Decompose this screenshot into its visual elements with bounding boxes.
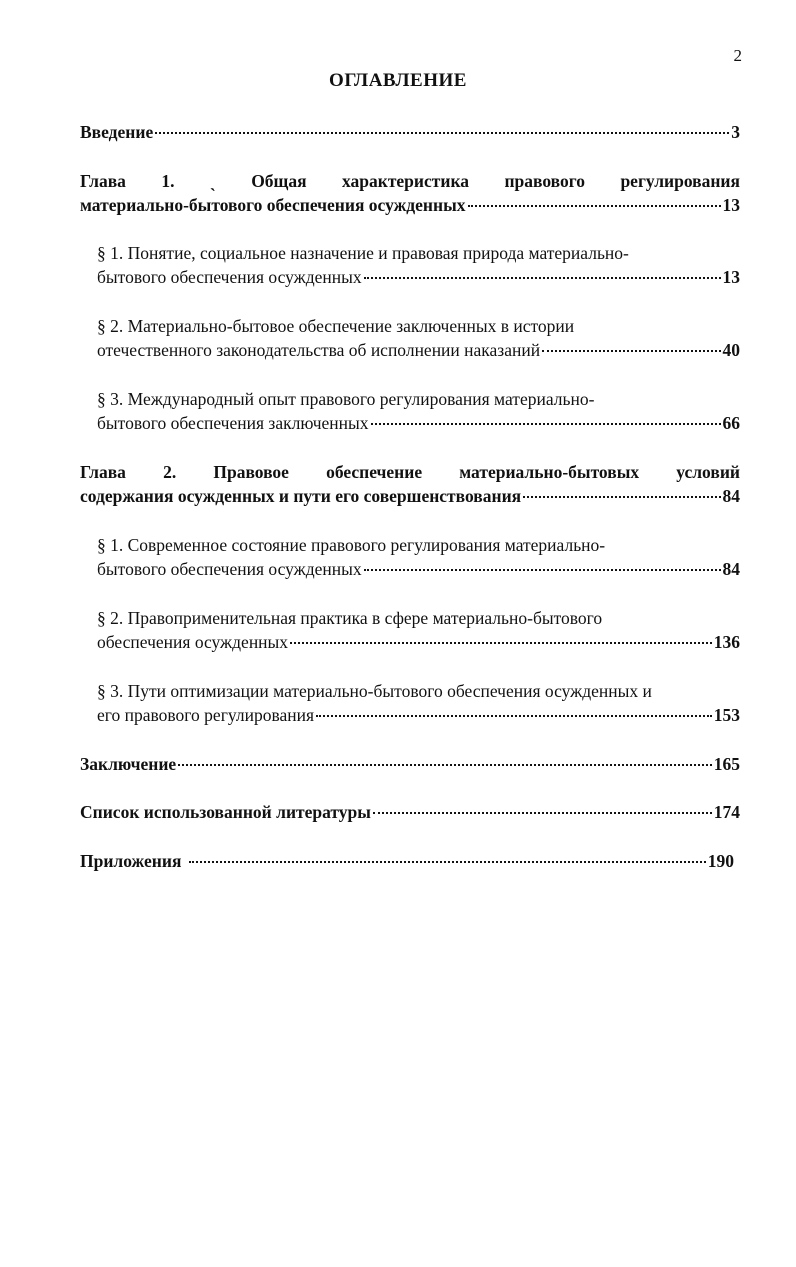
- toc-entry-label: § 2. Материально-бытовое обеспечение заключенных в истории: [97, 316, 575, 336]
- toc-entry-conclusion[interactable]: [80, 752, 740, 776]
- toc-page-number: 174: [713, 802, 740, 822]
- toc-entry-intro[interactable]: [80, 120, 740, 144]
- toc-entry-section-1-3[interactable]: [97, 387, 740, 435]
- toc-entry-label: обеспечения осужденных: [97, 632, 289, 652]
- toc-page-number: 3: [731, 122, 740, 142]
- toc-entry-label: содержания осужденных и пути его совершенствования: [80, 486, 522, 506]
- toc-entry-literature[interactable]: [80, 800, 740, 824]
- toc-entry-chapter-2[interactable]: [80, 460, 740, 508]
- toc-title: ОГЛАВЛЕНИЕ: [329, 70, 467, 91]
- dot-leader: [155, 132, 729, 134]
- dot-leader: [523, 496, 720, 498]
- toc-entry-label: его правового регулирования: [97, 705, 315, 725]
- toc-page-number: 153: [713, 705, 740, 725]
- toc-entry-label: материально-бытового обеспечения осужденных: [80, 195, 466, 215]
- dot-leader: [364, 277, 721, 279]
- toc-page-number: 40: [722, 340, 740, 360]
- toc-entry-label: бытового обеспечения заключенных: [97, 413, 369, 433]
- toc-page-number: 190: [707, 851, 734, 871]
- toc-entry-label: бытового обеспечения осужденных: [97, 267, 362, 287]
- toc-entry-label: § 1. Современное состояние правового регулирования материально-: [97, 535, 606, 555]
- dot-leader: [371, 423, 721, 425]
- page-number: 2: [733, 46, 742, 65]
- dot-leader: [373, 812, 712, 814]
- toc-entry-label: § 3. Международный опыт правового регулирования материально-: [97, 389, 595, 409]
- toc-entry-section-2-3[interactable]: [97, 679, 740, 727]
- toc-page-number: 84: [722, 486, 740, 506]
- toc-page-number: 165: [713, 754, 740, 774]
- toc-entry-label: Заключение: [80, 754, 177, 774]
- dot-leader: [316, 715, 712, 717]
- toc-entry-label: Глава 2. Правовое обеспечение материально-бытовых условий: [80, 462, 740, 482]
- dot-leader: [178, 764, 712, 766]
- toc-entry-label: Введение: [80, 122, 154, 142]
- toc-entry-section-1-1[interactable]: [97, 241, 740, 289]
- toc-entry-label: § 1. Понятие, социальное назначение и правовая природа материально-: [97, 243, 629, 263]
- dot-leader: [364, 569, 721, 571]
- toc-page-number: 13: [722, 267, 740, 287]
- dot-leader: [290, 642, 712, 644]
- toc-page-number: 84: [722, 559, 740, 579]
- toc-entry-label: отечественного законодательства об исполнении наказаний: [97, 340, 541, 360]
- toc-entry-label: § 2. Правоприменительная практика в сфере материально-бытового: [97, 608, 603, 628]
- toc-entry-section-2-1[interactable]: [97, 533, 740, 581]
- toc-entry-label: Приложения: [80, 851, 182, 871]
- toc-entry-section-2-2[interactable]: [97, 606, 740, 654]
- toc-entry-section-1-2[interactable]: [97, 314, 740, 362]
- dot-leader: [542, 350, 720, 352]
- dot-leader: [468, 205, 721, 207]
- dot-leader: [189, 861, 705, 863]
- toc-entry-appendix[interactable]: [80, 849, 734, 873]
- toc-entry-chapter-1[interactable]: [80, 169, 740, 217]
- toc-page-number: 66: [722, 413, 740, 433]
- toc-page-number: 136: [713, 632, 740, 652]
- toc-entry-label: бытового обеспечения осужденных: [97, 559, 362, 579]
- toc-entry-label: Список использованной литературы: [80, 802, 371, 822]
- toc-page-number: 13: [722, 195, 740, 215]
- toc-entry-label: § 3. Пути оптимизации материально-бытового обеспечения осужденных и: [97, 681, 652, 701]
- toc-entry-label: Глава 1. ˎ Общая характеристика правового регулирования: [80, 171, 740, 191]
